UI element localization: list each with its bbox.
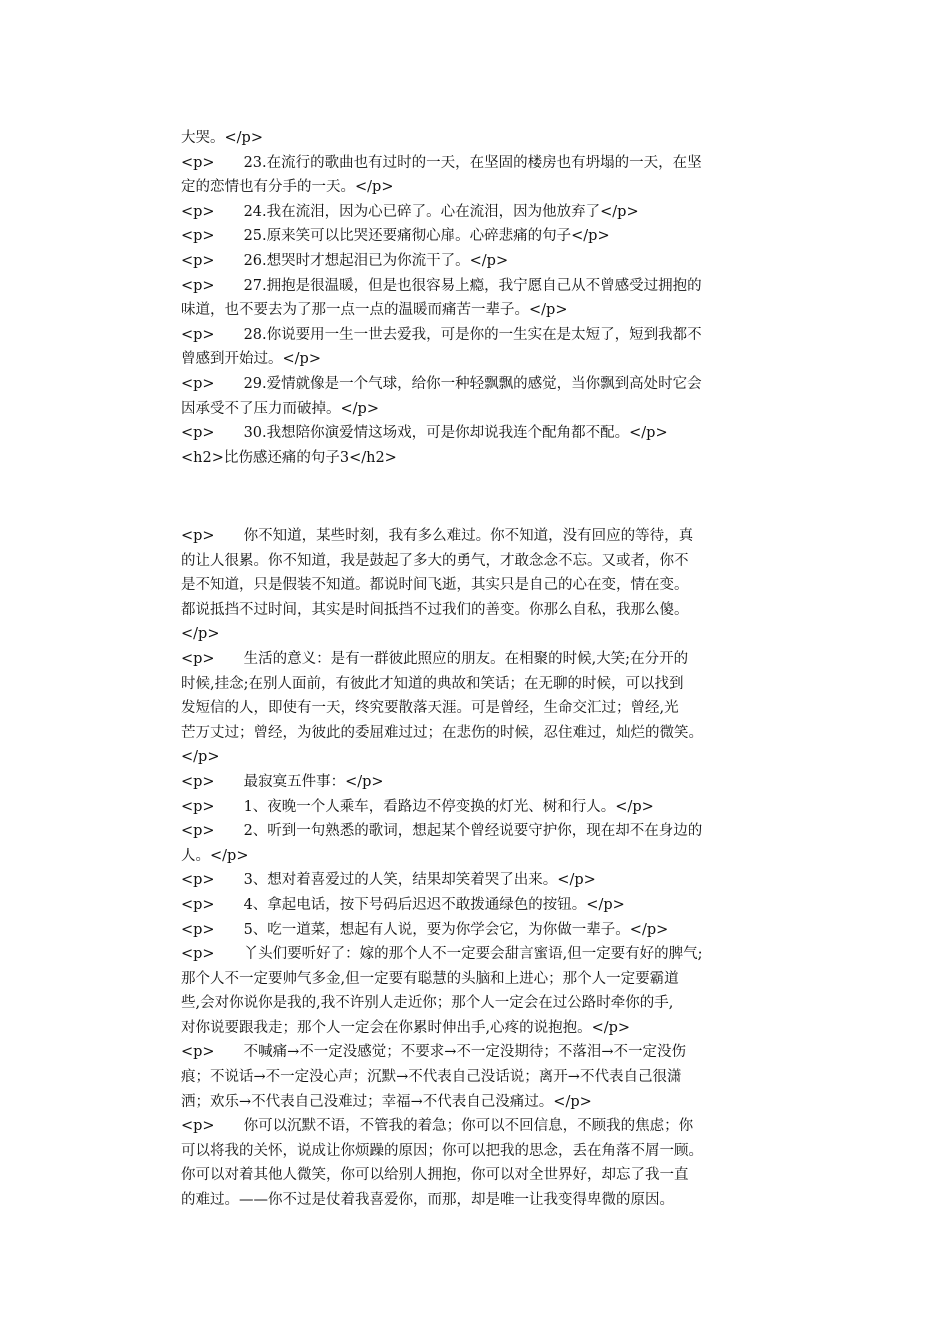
text-line: 可以将我的关怀，说成让你烦躁的原因；你可以把我的思念，丢在角落不屑一顾。 <box>181 1142 703 1159</box>
text-line: </p> <box>181 626 220 643</box>
text-line: <p> 3、想对着喜爱过的人笑，结果却笑着哭了出来。</p> <box>181 872 596 889</box>
text-line: 人。</p> <box>181 847 249 864</box>
text-line: 痕；不说话→不一定没心声；沉默→不代表自己没话说；离开→不代表自己很潇 <box>181 1069 682 1086</box>
text-line: 大哭。</p> <box>181 130 263 146</box>
text-line: 的让人很累。你不知道，我是鼓起了多大的勇气，才敢念念不忘。又或者，你不 <box>181 552 689 569</box>
text-line: <p> 最寂寞五件事：</p> <box>181 773 384 790</box>
text-section-a <box>181 126 781 470</box>
text-line: 曾感到开始过。</p> <box>181 351 321 368</box>
text-line: <p> 25.原来笑可以比哭还要痛彻心扉。心碎悲痛的句子</p> <box>181 228 610 245</box>
text-line: 因承受不了压力而破掉。</p> <box>181 400 379 417</box>
text-line: <p> 你可以沉默不语，不管我的着急；你可以不回信息，不顾我的焦虑；你 <box>181 1118 694 1135</box>
text-line: 芒万丈过；曾经，为彼此的委屈难过过；在悲伤的时候，忍住难过，灿烂的微笑。 <box>181 724 703 741</box>
text-line: </p> <box>181 749 220 766</box>
text-line: 些,会对你说你是我的,我不许别人走近你；那个人一定会在过公路时牵你的手, <box>181 995 674 1012</box>
text-line: <p> 4、拿起电话，按下号码后迟迟不敢拨通绿色的按钮。</p> <box>181 896 625 913</box>
text-line: <p> 不喊痛→不一定没感觉；不要求→不一定没期待；不落泪→不一定没伤 <box>181 1044 687 1061</box>
section-heading: <h2>比伤感还痛的句子3</h2> <box>181 449 397 466</box>
text-line: 对你说要跟我走；那个人一定会在你累时伸出手,心疼的说抱抱。</p> <box>181 1019 631 1036</box>
text-line: <p> 30.我想陪你演爱情这场戏，可是你却说我连个配角都不配。</p> <box>181 425 668 442</box>
text-line: <p> 生活的意义：是有一群彼此照应的朋友。在相聚的时候,大笑;在分开的 <box>181 650 689 667</box>
text-line: 的难过。——你不过是仗着我喜爱你，而那，却是唯一让我变得卑微的原因。 <box>181 1192 674 1209</box>
text-line <box>181 1213 781 1238</box>
text-section-b <box>181 524 781 1237</box>
text-line: 味道，也不要去为了那一点一点的温暖而痛苦一辈子。</p> <box>181 302 568 319</box>
text-line: <p> 28.你说要用一生一世去爱我，可是你的一生实在是太短了，短到我都不 <box>181 326 702 343</box>
text-line: 洒；欢乐→不代表自己没难过；幸福→不代表自己没痛过。</p> <box>181 1093 592 1110</box>
text-line: <p> 26.想哭时才想起泪已为你流干了。</p> <box>181 252 509 269</box>
text-line: <p> 1、夜晚一个人乘车，看路边不停变换的灯光、树和行人。</p> <box>181 798 654 815</box>
text-line: <p> 29.爱情就像是一个气球，给你一种轻飘飘的感觉，当你飘到高处时它会 <box>181 375 702 392</box>
text-line: <p> 丫头们要听好了：嫁的那个人不一定要会甜言蜜语,但一定要有好的脾气; <box>181 946 703 963</box>
text-line: <p> 5、吃一道菜，想起有人说，要为你学会它，为你做一辈子。</p> <box>181 921 669 938</box>
text-line: 那个人不一定要帅气多金,但一定要有聪慧的头脑和上进心；那个人一定要霸道 <box>181 970 679 987</box>
text-line: 是不知道，只是假装不知道。都说时间飞逝，其实只是自己的心在变，情在变。 <box>181 577 689 594</box>
text-line: 都说抵挡不过时间，其实是时间抵挡不过我们的善变。你那么自私，我那么傻。 <box>181 601 689 618</box>
text-line: <p> 23.在流行的歌曲也有过时的一天，在坚固的楼房也有坍塌的一天，在坚 <box>181 154 702 171</box>
text-line: 你可以对着其他人微笑，你可以给别人拥抱，你可以对全世界好，却忘了我一直 <box>181 1167 689 1184</box>
text-line: <p> 24.我在流泪，因为心已碎了。心在流泪，因为他放弃了</p> <box>181 203 639 220</box>
text-line: <p> 27.拥抱是很温暖，但是也很容易上瘾，我宁愿自己从不曾感受过拥抱的 <box>181 277 702 294</box>
text-line: <p> 2、听到一句熟悉的歌词，想起某个曾经说要守护你，现在却不在身边的 <box>181 823 703 840</box>
text-line: 时候,挂念;在别人面前，有彼此才知道的典故和笑话；在无聊的时候，可以找到 <box>181 675 684 692</box>
text-line: 定的恋情也有分手的一天。</p> <box>181 179 394 196</box>
text-line: <p> 你不知道，某些时刻，我有多么难过。你不知道，没有回应的等待，真 <box>181 528 694 544</box>
text-line: 发短信的人，即使有一天，终究要散落天涯。可是曾经，生命交汇过；曾经,光 <box>181 700 679 717</box>
